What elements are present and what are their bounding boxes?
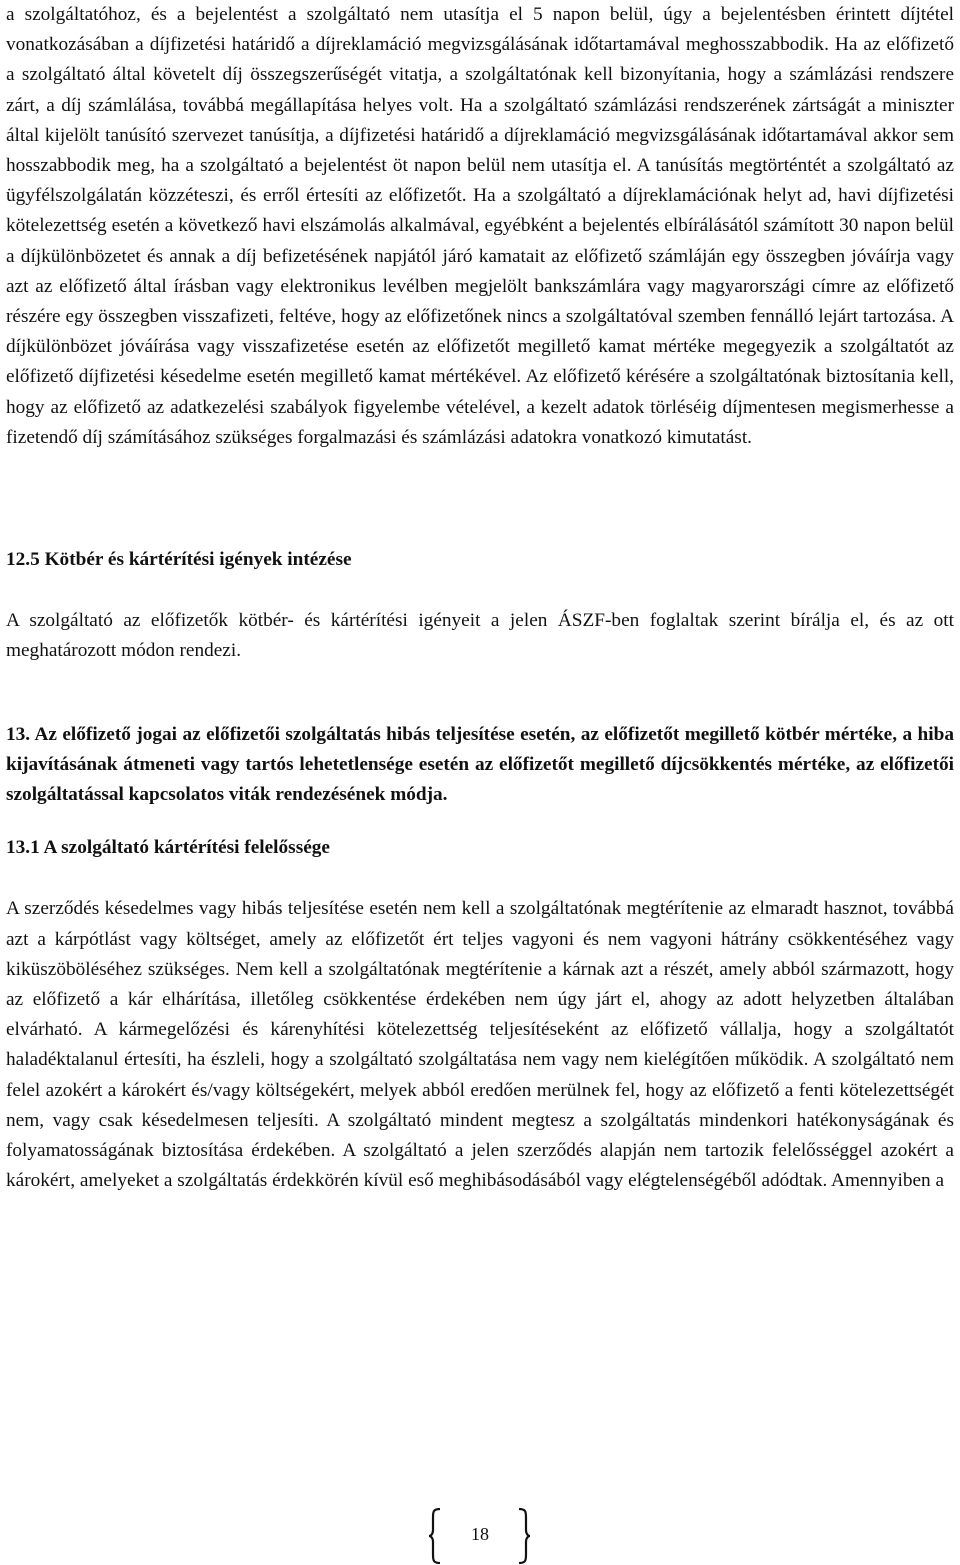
page-footer [0,1508,960,1565]
paragraph-13-1: A szerződés késedelmes vagy hibás teljesítése esetén nem kell a szolgáltatónak megtérítenie az elmaradt hasznot, továbbá azt a kárpótlást vagy költséget, amely az előfizetőt ért teljes vagyoni és nem vagyoni hátrány csökkentéséhez vagy kiküszöböléséhez szükséges. Nem kell a szolgáltatónak megtérítenie a kárnak azt a részét, amely abból származott, hogy az előfizető a kár elhárítása, illetőleg csökkentése érdekében nem úgy járt el, ahogy az adott helyzetben általában elvárható. A kármegelőzési és kárenyhítési kötelezettség teljesítéseként az előfizető vállalja, hogy a szolgáltatót haladéktalanul értesíti, ha észleli, hogy a szolgáltató szolgáltatása nem vagy nem kielégítően működik. A szolgáltató nem felel azokért a károkért és/vagy költségekért, melyek abból eredően merülnek fel, hogy az előfizető a fenti kötelezettségét nem, vagy csak késedelmesen teljesíti. A szolgáltató mindent megtesz a szolgáltatás mindenkori hatékonyságának és folyamatosságának biztosítása érdekében. A szolgáltató a jelen szerződés alapján nem tartozik felelősséggel azokért a károkért, amelyeket a szolgáltatás érdekkörén kívül eső meghibásodásából vagy elégtelenségéből adódtak. Amennyiben a [6,898,954,1192]
paragraph-12-5: A szolgáltató az előfizetők kötbér- és kártérítési igényeit a jelen ÁSZF-ben foglaltak szerint bírálja el, és az ott meghatározott módon rendezi. [6,610,954,662]
section-heading-12-5: 12.5 Kötbér és kártérítési igények intézése [6,549,352,571]
document-page [6,0,954,1197]
right-brace-icon [517,1508,531,1564]
left-brace-icon [428,1508,442,1564]
paragraph-top: a szolgáltatóhoz, és a bejelentést a szolgáltató nem utasítja el 5 napon belül, úgy a bejelentésben érintett díjtétel vonatkozásában a díjfizetési határidő a díjreklamáció megvizsgálásának időtartamával meghosszabbodik. Ha az előfizető a szolgáltató által követelt díj összegszerűségét vitatja, a szolgáltatónak kell bizonyítania, hogy a számlázási rendszere zárt, a díj számlálása, továbbá megállapítása helyes volt. Ha a szolgáltató számlázási rendszerének zártságát a miniszter által kijelölt tanúsító szervezet tanúsítja, a díjfizetési határidő a díjreklamáció megvizsgálásának időtartamával akkor sem hosszabbodik meg, ha a szolgáltató a bejelentést öt napon belül nem utasítja el. A tanúsítás megtörténtét a szolgáltató az ügyfélszolgálatán közzéteszi, és erről értesíti az előfizetőt. Ha a szolgáltató a díjreklamációnak helyt ad, havi díjfizetési kötelezettség esetén a következő havi elszámolás alkalmával, egyébként a bejelentés elbírálásától számított 30 napon belül a díjkülönbözetet és annak a díj befizetésének napjától járó kamatait az előfizető számláján egy összegben jóváírja vagy azt az előfizető által írásban vagy elektronikus levélben megjelölt bankszámlára vagy magyarországi címre az előfizető részére egy összegben visszafizeti, feltéve, hogy az előfizetőnek nincs a szolgáltatóval szemben fennálló lejárt tartozása. A díjkülönbözet jóváírása vagy visszafizetése esetén az előfizetőt megillető kamat mértéke megegyezik a szolgáltatót az előfizető díjfizetési késedelme esetén megillető kamat mértékével. Az előfizető kérésére a szolgáltatónak biztosítania kell, hogy az előfizető az adatkezelési szabályok figyelembe vételével, a kezelt adatok törléséig díjmentesen megismerhesse a fizetendő díj számításához szükséges forgalmazási és számlázási adatokra vonatkozó kimutatást. [6,4,954,448]
section-heading-13-1: 13.1 A szolgáltató kártérítési felelőssége [6,837,330,859]
page-number: 18 [471,1524,489,1544]
section-heading-13: 13. Az előfizető jogai az előfizetői szolgáltatás hibás teljesítése esetén, az előfizetőt megillető kötbér mértéke, a hiba kijavításának átmeneti vagy tartós lehetetlensége esetén az előfizetőt megillető díjcsökkentés mértéke, az előfizetői szolgáltatással kapcsolatos viták rendezésének módja. [6,723,954,806]
